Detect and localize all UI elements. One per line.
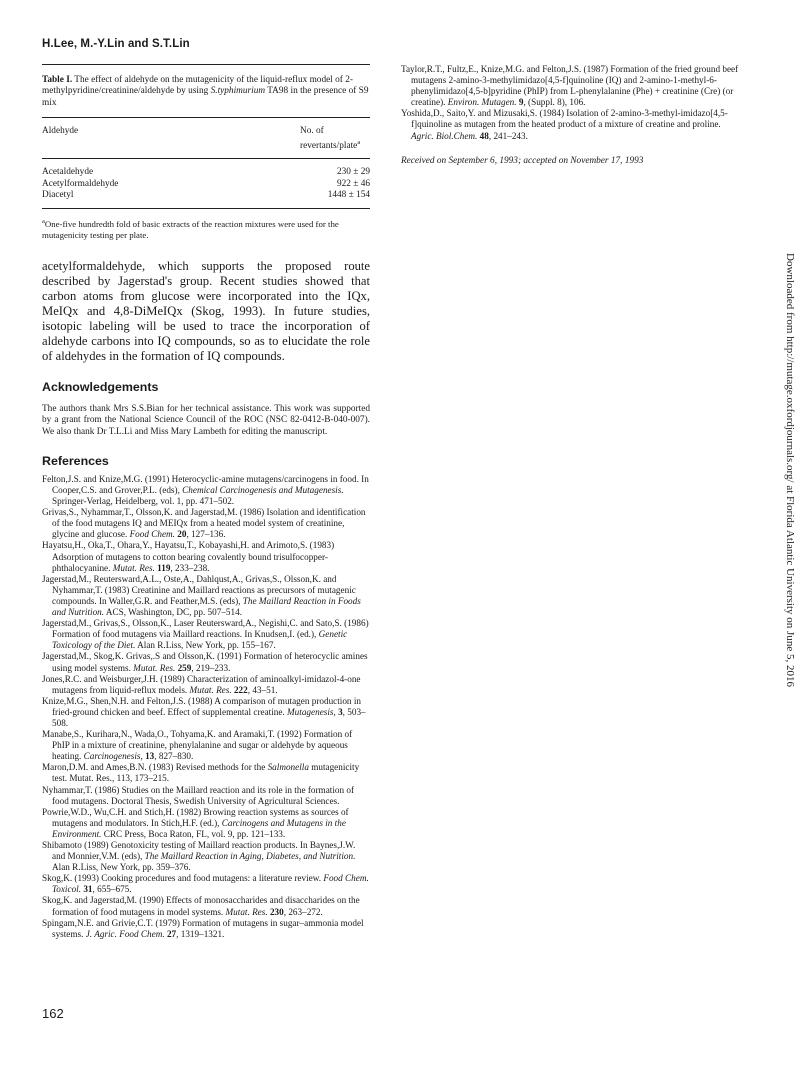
reference-part-i: Genetic Toxicology of the Diet. [52, 629, 348, 651]
reference-part-i: J. Agric. Food Chem. [85, 928, 165, 939]
refs-heading: References [42, 453, 109, 468]
table-caption-label: Table I. [42, 75, 73, 85]
reference-part-c: , 241–243. [488, 130, 528, 141]
reference-part-c: Springer-Verlag, Heidelberg, vol. 1, pp. 471–502. [52, 496, 235, 507]
reference-part-a: Skog,K. and Jagerstad,M. (1990) Effects of monosaccharides and disaccharides on the formation of food mutagens in model systems. [42, 895, 360, 917]
reference-part-c: , 43–51. [247, 684, 278, 695]
table-col-aldehyde-header: Aldehyde [42, 125, 79, 136]
reference-item [42, 696, 370, 729]
table-cell-revertants: 922 ± 46 [337, 178, 370, 189]
reference-part-b: 222 [233, 684, 248, 695]
reference-item [401, 64, 741, 108]
reference-part-b: 259 [177, 662, 192, 673]
reference-part-a: Knize,M.G., Shen,N.H. and Felton,J.S. (1988) A comparison of mutagen production in fried-ground chicken and beef. Effect of supplemental creatine. [42, 695, 361, 717]
table-row [42, 167, 370, 179]
reference-part-c: , 655–675. [92, 884, 132, 895]
table-cell-aldehyde: Diacetyl [42, 190, 74, 201]
reference-part-i: Mutat. Res. [133, 662, 176, 673]
reference-item [42, 507, 370, 540]
reference-item [42, 674, 370, 696]
reference-part-a: Spingam,N.E. and Grivie,C.T. (1979) Formation of mutagens in sugar–ammonia model systems. [42, 917, 364, 939]
reference-part-c: mutagenicity test. Mutat. Res., 113, 173–215. [52, 762, 360, 784]
page-number: 162 [42, 1006, 64, 1021]
ack-text: The authors thank Mrs S.S.Bian for her technical assistance. This work was supported by a grant from the National Science Council of the ROC (NSC 82-0412-B-040-007). We also thank Dr T.L.Li and Miss Mary Lambeth for editing the manuscript. [42, 403, 370, 437]
table-cell-aldehyde: Acetaldehyde [42, 166, 94, 177]
reference-part-i: Environ. Mutagen. [447, 97, 517, 108]
reference-part-c: , 219–233. [191, 662, 231, 673]
table-cell-revertants: 230 ± 29 [337, 166, 370, 177]
table-footnote-text: One-five hundredth fold of basic extracts of the reaction mixtures were used for the mutagenicity testing per plate. [42, 218, 339, 240]
running-head: H.Lee, M.-Y.Lin and S.T.Lin [42, 38, 190, 50]
reference-part-c: Alan R.Liss, New York, pp. 359–376. [52, 862, 191, 873]
table-col-revertants-header [300, 126, 370, 152]
right-column [401, 64, 741, 166]
reference-part-b: 13 [145, 751, 155, 762]
ack-heading: Acknowledgements [42, 379, 159, 394]
reference-part-a: Jagerstad,M., Grivas,S., Olsson,K., Laser Reutersward,A., Negishi,C. and Sato,S. (1986) Formation of food mutagens via Maillard reactions. In Knudsen,I. (ed.), [42, 618, 369, 640]
table-footnote [42, 209, 370, 241]
reference-part-c: , 827–830. [154, 751, 194, 762]
table-footnote-mark: a [42, 217, 45, 225]
reference-part-a: Jones,R.C. and Weisburger,J.H. (1989) Characterization of aminoalkyl-imidazol-4-one mutagens from liquid-reflux models. [42, 673, 361, 695]
reference-item [42, 618, 370, 651]
reference-item [42, 807, 370, 840]
reference-part-b: 119 [157, 562, 171, 573]
reference-item [42, 873, 370, 895]
table-caption-text-2: TA98 in the presence of S9 mix [42, 86, 369, 108]
reference-item [42, 651, 370, 673]
table-1 [42, 64, 370, 241]
body-paragraph: acetylformaldehyde, which supports the proposed route described by Jagerstad's group. Recent studies showed that carbon atoms from glucose were incorporated into the IQx, MeIQx and 4,8-DiMeIQx (Skog, 1993). In future studies, isotopic labeling will be used to trace the incorporation of aldehyde carbons into IQ compounds, so as to elucidate the role of aldehydes in the formation of IQ compounds. [42, 258, 370, 363]
reference-part-i: Mutat. Res. [225, 906, 268, 917]
references-right [401, 64, 741, 142]
table-body [42, 159, 370, 208]
table-cell-aldehyde: Acetylformaldehyde [42, 178, 119, 189]
reference-item [42, 540, 370, 573]
reference-part-a: Jagerstad,M., Skog,K. Grivas,.S and Olsson,K. (1991) Formation of heterocyclic amines using model systems. [42, 651, 368, 673]
reference-item [42, 895, 370, 917]
reference-item [42, 574, 370, 618]
reference-part-i: The Maillard Reaction in Foods and Nutrition. [52, 595, 361, 618]
table-caption-text: The effect of aldehyde on the mutagenicity of the liquid-reflux model of 2-methylpyridine/creatinine/aldehyde by using [42, 75, 353, 97]
reference-part-a: Nyhammar,T. (1986) Studies on the Maillard reaction and its role in the formation of food mutagens. Doctoral Thesis, Swedish University of Agricultural Sciences. [42, 784, 355, 806]
reference-part-a: Skog,K. (1993) Cooking procedures and food mutagens: a literature review. [42, 873, 324, 884]
reference-part-c: Alan R.Liss, New York, pp. 155–167. [135, 640, 276, 651]
reference-part-a: Maron,D.M. and Ames,B.N. (1983) Revised methods for the [42, 762, 268, 773]
reference-item [401, 108, 741, 141]
table-col-revertants-label: No. of revertants/plate [300, 125, 358, 151]
reference-part-i: Food Chem. [129, 529, 175, 540]
reference-part-b: 20 [177, 529, 187, 540]
reference-item [42, 762, 370, 784]
reference-part-b: 31 [83, 884, 93, 895]
reference-part-i: Carcinogenesis, [83, 751, 143, 762]
reference-part-b: 27 [166, 928, 177, 939]
table-col-footnote-mark: a [357, 138, 361, 146]
reference-part-i: Mutat. Res. [189, 684, 232, 695]
reference-part-c: , 127–136. [186, 529, 226, 540]
reference-part-i: The Maillard Reaction in Aging, Diabetes, and Nutrition. [144, 851, 356, 862]
table-cell-revertants: 1448 ± 154 [327, 190, 370, 201]
reference-part-a: Jagerstad,M., Reutersward,A.L., Oste,A., Dahlqust,A., Grivas,S., Olsson,K. and Nyhammar,T. (1983) Creatinine and Maillard reactions as precursors of mutagenic compounds. In Waller,G.R. and Feather,M.S. (eds), [42, 573, 356, 606]
reference-part-a: Shibamoto (1989) Genotoxicity testing of Maillard reaction products. In Baynes,J.W. and Monnier,V.M. (eds), [42, 840, 356, 862]
reference-part-b: 3 [338, 706, 343, 717]
table-caption-species: S.typhimurium [210, 86, 266, 97]
download-note-text: Downloaded from http://mutage.oxfordjournals.org/ at Florida Atlantic University on June 5, 2016 [784, 253, 796, 687]
reference-part-a: Hayatsu,H., Oka,T., Ohara,Y., Hayatsu,T., Kobayashi,H. and Arimoto,S. (1983) Adsorption of mutagens to cotton bearing covalently bound trisulfocopper-phthalocyanine. [42, 540, 335, 573]
reference-item [42, 840, 370, 873]
reference-part-i: Mutagenesis, [287, 706, 336, 717]
reference-part-a: Manabe,S., Kurihara,N., Wada,O., Tohyama,K. and Aramaki,T. (1992) Formation of PhIP in a mixture of creatinine, phenylalanine and sugar or aldehyde by aqueous heating. [42, 729, 353, 762]
reference-part-i: Food Chem. Toxicol. [52, 873, 369, 895]
reference-item [42, 918, 370, 940]
reference-part-b: 9 [518, 97, 524, 108]
reference-part-a: Taylor,R.T., Fultz,E., Knize,M.G. and Felton,J.S. (1987) Formation of the fried ground beef mutagens 2-amino-3-methylimidazo[4,5-f]quinoline (IQ) and 2-amino-1-methyl-6-phenylimidazo[4,5-b]pyridine (PhIP) from L-phenylalanine (Phe) + creatinine (Cre) (or creatine). [401, 64, 739, 108]
table-caption [42, 65, 370, 117]
left-column [42, 64, 370, 940]
reference-part-b: 48 [479, 130, 489, 141]
reference-part-c: , 233–238. [170, 562, 210, 573]
reference-part-c: ACS, Washington, DC, pp. 507–514. [104, 607, 243, 618]
reference-part-a: Yoshida,D., Saito,Y. and Mizusaki,S. (1984) Isolation of 2-amino-3-methyl-imidazo[4,5-f]quinoline as mutagen from the heated product of a mixture of creatine and proline. [401, 108, 728, 130]
table-row [42, 179, 370, 191]
reference-part-c: CRC Press, Boca Raton, FL, vol. 9, pp. 121–133. [101, 828, 286, 839]
reference-part-b: 230 [269, 906, 284, 917]
reference-part-c: , 1319–1321. [176, 928, 225, 939]
reference-part-c: , 503–508. [52, 706, 366, 728]
references-left [42, 474, 370, 940]
reference-part-c: , 263–272. [283, 906, 323, 917]
reference-part-a: Powrie,W.D., Wu,C.H. and Stich,H. (1982) Browing reaction systems as sources of mutagens and modulators. In Stich,H.F. (ed.), [42, 806, 349, 828]
table-row [42, 190, 370, 202]
reference-part-i: Carcinogens and Mutagens in the Environment. [52, 817, 346, 839]
table-header [42, 118, 370, 158]
reference-part-i: Mutat. Res. [112, 562, 155, 573]
reference-part-a: Felton,J.S. and Knize,M.G. (1991) Heterocyclic-amine mutagens/carcinogens in food. In Cooper,C.S. and Grover,P.L. (eds), [42, 473, 369, 495]
received-line: Received on September 6, 1993; accepted on November 17, 1993 [401, 155, 644, 166]
reference-part-i: Agric. Biol.Chem. [411, 130, 478, 141]
reference-item [42, 729, 370, 762]
reference-item [42, 474, 370, 507]
reference-part-i: Chemical Carcinogenesis and Mutagenesis. [182, 485, 344, 495]
download-note [780, 240, 800, 700]
reference-part-a: Grivas,S., Nyhammar,T., Olsson,K. and Jagerstad,M. (1986) Isolation and identification of the food mutagens IQ and MEIQx from a heated model system of creatinine, glycine and glucose. [42, 507, 366, 540]
reference-part-c: , (Suppl. 8), 106. [523, 97, 586, 108]
reference-part-i: Salmonella [267, 762, 309, 773]
reference-item [42, 785, 370, 807]
